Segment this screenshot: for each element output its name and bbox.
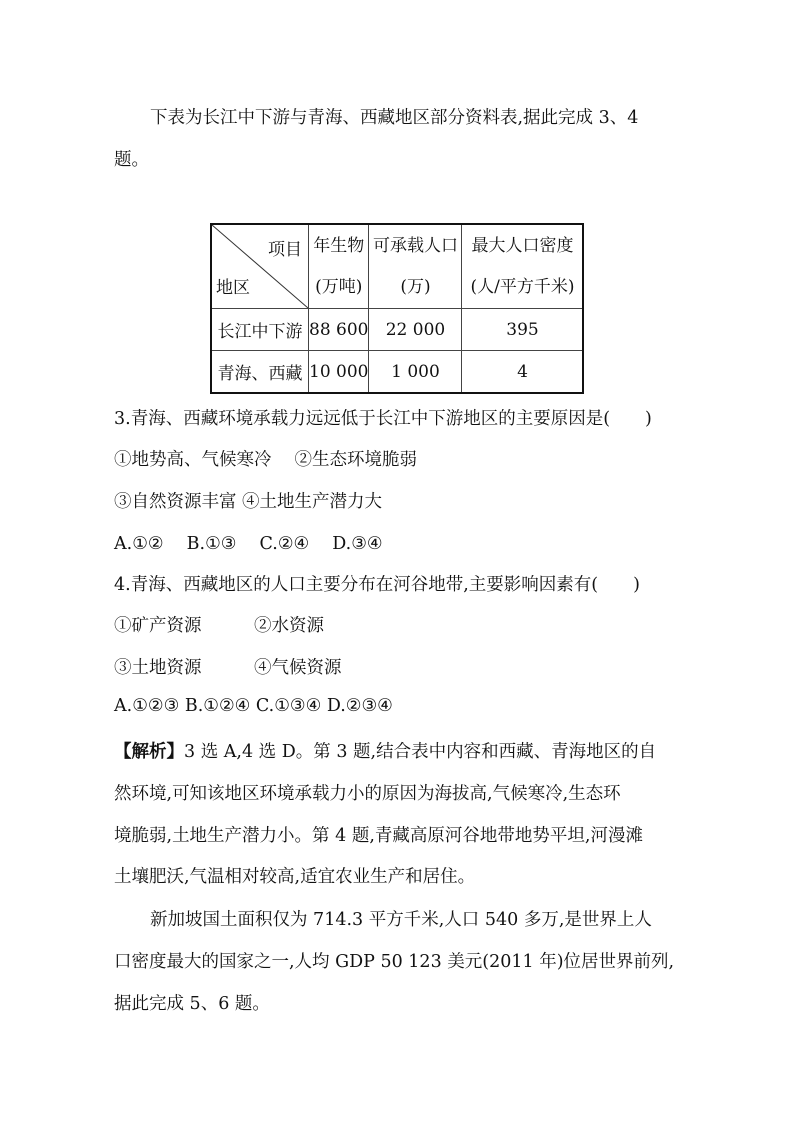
header-unit: (万) [400,276,431,297]
q4-options-1: ①矿产资源 ②水资源 [114,616,324,636]
q3-choices: A.①② B.①③ C.②④ D.③④ [114,534,383,554]
q3-stem: 3.青海、西藏环境承载力远远低于长江中下游地区的主要原因是( ) [114,409,652,429]
corner-cell [211,224,309,309]
data-table [210,223,584,394]
analysis-line-2: 然环境,可知该地区环境承载力小的原因为海拔高,气候寒冷,生态环 [114,784,621,804]
table-cell: 395 [462,309,584,351]
intro-line-1: 下表为长江中下游与青海、西藏地区部分资料表,据此完成 3、4 [150,108,639,128]
corner-top-label: 项目 [268,240,302,260]
header-text: 可承载人口 [372,235,458,256]
next-intro-line-1: 新加坡国土面积仅为 714.3 平方千米,人口 540 多万,是世界上人 [150,910,652,930]
analysis-text: 3 选 A,4 选 D。第 3 题,结合表中内容和西藏、青海地区的自 [184,742,657,762]
q4-options-2: ③土地资源 ④气候资源 [114,658,342,678]
q4-stem: 4.青海、西藏地区的人口主要分布在河谷地带,主要影响因素有( ) [114,575,640,595]
corner-bottom-label: 地区 [216,278,250,298]
intro-line-2: 题。 [114,150,149,170]
table-cell: 10 000 [309,351,369,394]
table-cell: 22 000 [369,309,462,351]
table-cell: 4 [462,351,584,394]
header-cell [462,224,584,309]
table-cell: 1 000 [369,351,462,394]
header-cell [369,224,462,309]
header-text: 最大人口密度 [471,235,574,256]
row-label: 青海、西藏 [211,351,309,394]
header-cell [309,224,369,309]
q3-options-1: ①地势高、气候寒冷 ②生态环境脆弱 [114,450,418,470]
next-intro-line-3: 据此完成 5、6 题。 [114,994,270,1014]
analysis-line-3: 境脆弱,土地生产潜力小。第 4 题,青藏高原河谷地带地势平坦,河漫滩 [114,826,643,846]
header-unit: (人/平方千米) [470,276,575,297]
row-label: 长江中下游 [211,309,309,351]
analysis-line-4: 土壤肥沃,气温相对较高,适宜农业生产和居住。 [114,867,476,887]
analysis-line-1 [114,738,656,763]
table-row [211,351,583,394]
table-cell: 88 600 [309,309,369,351]
analysis-tag: 【解析】 [114,742,184,762]
table-row [211,309,583,351]
next-intro-line-2: 口密度最大的国家之一,人均 GDP 50 123 美元(2011 年)位居世界前列, [114,952,675,972]
q4-choices: A.①②③ B.①②④ C.①③④ D.②③④ [114,696,393,716]
q3-options-2: ③自然资源丰富 ④土地生产潜力大 [114,492,383,512]
table-header-row [211,224,583,309]
header-unit: (万吨) [315,276,363,297]
header-text: 年生物 [313,235,365,256]
